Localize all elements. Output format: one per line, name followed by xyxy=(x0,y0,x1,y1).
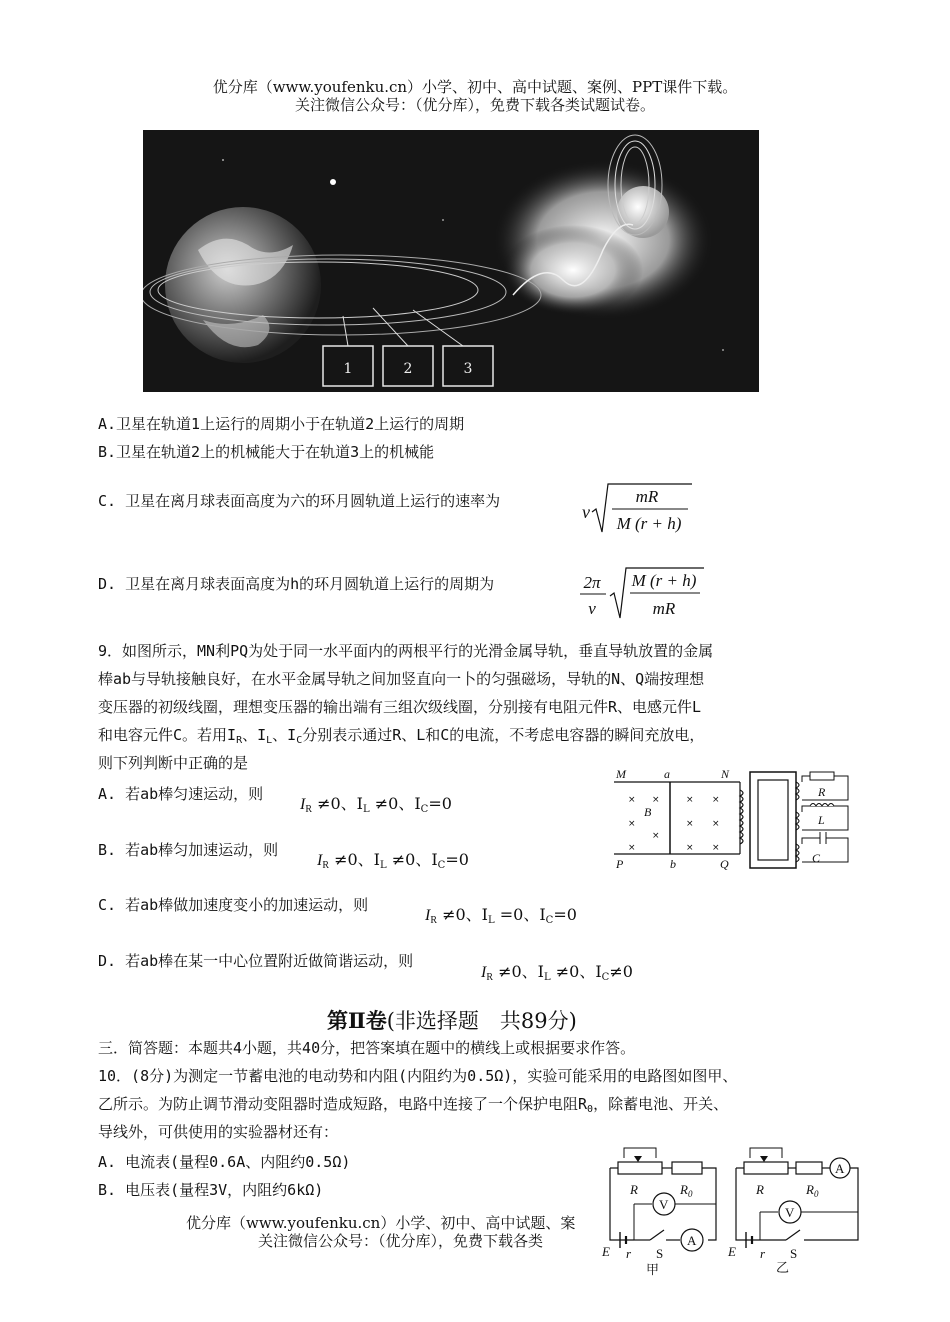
q10-option-b: B. 电压表(量程3V，内阻约6kΩ) xyxy=(98,1181,324,1199)
svg-text:×: × xyxy=(686,819,694,829)
q9-line-3: 变压器的初级线圈，理想变压器的输出端有三组次级线圈，分别接有电阻元件R、电感元件L xyxy=(98,698,702,716)
svg-text:×: × xyxy=(628,819,636,829)
formula-c-num: mR xyxy=(635,487,659,506)
svg-text:×: × xyxy=(628,795,636,805)
q9-option-b-text: B. 若ab棒匀加速运动，则 xyxy=(98,841,279,859)
orbit-label-1: 1 xyxy=(343,361,353,377)
circuit-yi-r: r xyxy=(760,1246,766,1261)
section-3-heading: 三．简答题：本题共4小题，共40分，把答案填在题中的横线上或根据要求作答。 xyxy=(98,1039,636,1057)
circuit-jia-label-R0: $R_0$ xyxy=(680,1182,693,1199)
q9-option-a-formula: $I_R \ne 0$、$I_L \ne 0$、$I_C=0$ xyxy=(300,794,452,815)
orbit-illustration xyxy=(143,130,759,392)
section-2-title-rest: (非选择题 共89分) xyxy=(386,1009,577,1033)
circuit-diagrams xyxy=(600,1140,870,1284)
formula-d-num: M (r + h) xyxy=(631,571,697,590)
q9-c-f1: ≠0、I xyxy=(442,905,489,924)
q8-option-c: C. 卫星在离月球表面高度为六的环月圆轨道上运行的速率为 xyxy=(98,492,501,510)
label-L: L xyxy=(818,813,825,827)
label-b: b xyxy=(670,857,676,871)
circuit-jia-caption: 甲 xyxy=(646,1262,660,1277)
q9-option-b-formula: $I_R \ne 0$、$I_L \ne 0$、$I_C=0$ xyxy=(317,850,469,871)
header-line-2: 关注微信公众号：（优分库），免费下载各类试题试卷。 xyxy=(294,96,655,114)
q9-line-2: 棒ab与导轨接触良好，在水平金属导轨之间加竖直向一卜的匀强磁场，导轨的N、Q端按理想 xyxy=(98,670,705,688)
svg-text:×: × xyxy=(652,831,660,841)
q9-option-a-text: A. 若ab棒匀速运动，则 xyxy=(98,785,264,803)
svg-text:×: × xyxy=(686,843,694,853)
q9-option-c-text: C. 若ab棒做加速度变小的加速运动，则 xyxy=(98,896,369,914)
footer-line-2: 关注微信公众号：（优分库），免费下载各类 xyxy=(258,1232,544,1250)
q8-option-b: B.卫星在轨道2上的机械能大于在轨道3上的机械能 xyxy=(98,443,435,461)
q9-c-f2: =0、I xyxy=(499,905,546,924)
orbit-label-2: 2 xyxy=(403,361,413,377)
label-B: B xyxy=(644,805,652,819)
svg-text:×: × xyxy=(652,795,660,805)
q9-a-f3: =0 xyxy=(428,794,452,813)
header-line-1: 优分库（www.youfenku.cn）小学、初中、高中试题、案例、PPT课件下载。 xyxy=(212,78,738,96)
section-2-title-bold: 第Ⅱ卷 xyxy=(327,1008,387,1033)
q9-line-4-start: 和电容元件C。若用I xyxy=(98,726,237,744)
circuit-yi-S: S xyxy=(790,1246,798,1261)
label-N: N xyxy=(721,767,730,781)
q9-c-f3: =0 xyxy=(553,905,577,924)
circuit-yi-label-R0: $R_0$ xyxy=(806,1182,819,1199)
q9-d-f1: ≠0、I xyxy=(498,962,545,981)
label-a: a xyxy=(664,767,670,781)
q9-line-1: 9．如图所示，MN利PQ为处于同一水平面内的两根平行的光滑金属导轨，垂直导轨放置的金属 xyxy=(98,642,714,660)
svg-text:×: × xyxy=(686,795,694,805)
q9-a-f2: ≠0、I xyxy=(374,794,421,813)
formula-v: v xyxy=(582,502,590,522)
circuit-jia-label-R: R xyxy=(630,1182,638,1197)
label-Q: Q xyxy=(720,857,729,871)
formula-d-den: mR xyxy=(652,599,676,618)
svg-text:×: × xyxy=(628,843,636,853)
q10-option-a: A. 电流表(量程0.6A、内阻约0.5Ω) xyxy=(98,1153,351,1171)
q9-b-f1: ≠0、I xyxy=(334,850,381,869)
circuit-jia-V: V xyxy=(659,1197,669,1212)
q10-line-2: 乙所示。为防止调节滑动变阻器时造成短路，电路中连接了一个保护电阻$R_0$，除蓄电池、开关、 xyxy=(98,1095,729,1115)
svg-text:×: × xyxy=(712,819,720,829)
q8-option-a: A.卫星在轨道1上运行的周期小于在轨道2上运行的周期 xyxy=(98,415,465,433)
formula-d-coef-den: v xyxy=(588,599,596,618)
orbit-label-3: 3 xyxy=(463,361,473,377)
q10-line-1: 10．(8分)为测定一节蓄电池的电动势和内阻(内阻约为0.5Ω)，实验可能采用的电路图如图甲、 xyxy=(98,1067,738,1085)
q9-option-c-formula: $I_R \ne 0$、$I_L =0$、$I_C=0$ xyxy=(425,905,577,926)
q8-c-formula xyxy=(582,478,702,544)
q9-b-f3: =0 xyxy=(445,850,469,869)
q9-option-d xyxy=(98,951,413,971)
circuit-jia-S: S xyxy=(656,1246,664,1261)
q9-line-5: 则下列判断中正确的是 xyxy=(98,754,249,772)
formula-c-den: M (r + h) xyxy=(616,514,682,533)
label-M: M xyxy=(616,767,626,781)
q9-d-f2: ≠0、I xyxy=(555,962,602,981)
q9-option-d-text: D. 若ab棒在某一中心位置附近做简谐运动，则 xyxy=(98,952,414,970)
circuit-yi-caption: 乙 xyxy=(776,1260,790,1275)
formula-d-coef-num: 2π xyxy=(583,573,601,592)
svg-text:×: × xyxy=(712,843,720,853)
label-R: R xyxy=(818,785,826,799)
q10-line-2-start: 乙所示。为防止调节滑动变阻器时造成短路，电路中连接了一个保护电阻R xyxy=(98,1095,588,1113)
q8-option-d: D. 卫星在离月球表面高度为h的环月圆轨道上运行的周期为 xyxy=(98,575,495,593)
circuit-jia-A: A xyxy=(687,1233,697,1248)
circuit-yi-V: V xyxy=(785,1205,795,1220)
orbit-photo xyxy=(143,130,759,392)
circuit-yi-A: A xyxy=(835,1161,845,1176)
circuit-jia-r: r xyxy=(626,1246,632,1261)
q9-a-f1: ≠0、I xyxy=(317,794,364,813)
q10-line-2-rest: ，除蓄电池、开关、 xyxy=(593,1095,729,1113)
circuit-yi-label-R: R xyxy=(756,1182,764,1197)
q9-line-4: 和电容元件C。若用$I_R$、$I_L$、$I_C$分别表示通过R、L和C的电流，不考虑电容器的瞬间充放电， xyxy=(98,726,705,746)
q9-d-f3: ≠0 xyxy=(609,962,633,981)
section-2-title xyxy=(327,1005,577,1035)
circuit-jia-E: E xyxy=(602,1244,610,1259)
q9-option-a xyxy=(98,784,263,804)
q9-option-b xyxy=(98,840,278,860)
q9-b-f2: ≠0、I xyxy=(391,850,438,869)
q9-option-c xyxy=(98,895,368,915)
label-P: P xyxy=(616,857,624,871)
circuit-yi-E: E xyxy=(728,1244,736,1259)
footer-line-1: 优分库（www.youfenku.cn）小学、初中、高中试题、案 xyxy=(186,1214,576,1232)
label-C: C xyxy=(812,851,821,865)
q10-line-3: 导线外，可供使用的实验器材还有： xyxy=(98,1123,339,1141)
q9-line-4-rest: 分别表示通过R、L和C的电流，不考虑电容器的瞬间充放电， xyxy=(302,726,705,744)
q9-option-d-formula: $I_R \ne 0$、$I_L \ne 0$、$I_C\ne 0$ xyxy=(481,962,633,983)
q8-d-formula xyxy=(578,562,708,630)
rails-transformer-diagram xyxy=(612,766,862,890)
svg-text:×: × xyxy=(712,795,720,805)
